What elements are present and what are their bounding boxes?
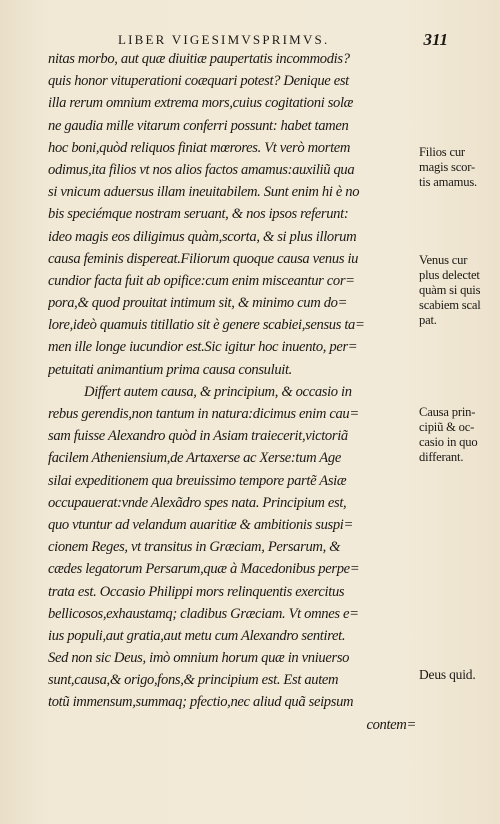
text-line: men ille longe iucundior est.Sic igitur hoc inuento, per=: [48, 339, 358, 356]
running-title: LIBER VIGESIMVSPRIMVS.: [118, 32, 330, 47]
text-line: ius populi,aut gratia,aut metu cum Alexandro sentiret.: [48, 627, 346, 644]
main-text-block: [48, 48, 418, 736]
text-line: illa rerum omnium extrema mors,cuius cogitationi solæ: [48, 95, 354, 112]
text-line: odimus,ita filios vt nos alios factos amamus:auxiliũ qua: [48, 161, 355, 178]
marginal-note-line: scabiem scal: [419, 298, 481, 312]
text-line: rebus gerendis,non tantum in natura:dicimus enim cau=: [48, 406, 359, 422]
marginal-note-line: Filios cur: [419, 145, 465, 159]
text-line: sam fuisse Alexandro quòd in Asiam traiecerit,victoriã: [48, 428, 348, 445]
text-line: cionem Reges, vt transitus in Græciam, Persarum, &: [48, 539, 341, 556]
marginal-note-line: quàm si quis: [419, 283, 481, 297]
text-line: hoc boni,quòd reliquos finiat mœrores. Vt verò mortem: [48, 139, 351, 156]
text-line: bellicosos,exhaustamq; cladibus Græciam. Vt omnes e=: [48, 605, 359, 622]
text-line: ne gaudia mille vitarum conferri possunt: habet tamen: [48, 117, 349, 134]
marginal-note-venus: [419, 253, 495, 328]
text-line: cædes legatorum Persarum,quæ à Macedonibus perpe=: [48, 561, 360, 578]
marginal-note-deus: [419, 667, 495, 682]
text-line: silai expeditionem qua breuissimo tempore partẽ Asiæ: [48, 472, 347, 489]
text-line: lore,ideò quamuis titillatio sit è genere scabiei,sensus ta=: [48, 317, 365, 334]
marginal-note-line: tis amamus.: [419, 175, 477, 189]
page-number: 311: [423, 30, 448, 49]
marginal-note-filios: [419, 145, 495, 190]
text-line: totũ immensum,summaq; pfectio,nec aliud quã seipsum: [48, 694, 354, 711]
text-line: quis honor vituperationi coæquari potest? Denique est: [48, 73, 349, 90]
marginal-note-line: plus delectet: [419, 268, 480, 282]
text-line: si vnicum aduersus illam ineuitabilem. Sunt enim hi è no: [48, 184, 360, 201]
text-line: petuitati animantium prima causa consuluit.: [48, 361, 292, 378]
text-line: sunt,causa,& origo,fons,& principium est. Est autem: [48, 672, 339, 689]
marginal-note-line: Venus cur: [419, 253, 468, 267]
text-line: ideo magis eos diligimus quàm,scorta, & si plus illorum: [48, 228, 357, 245]
marginal-note-line: pat.: [419, 313, 437, 327]
marginal-note-line: differant.: [419, 450, 464, 464]
text-line: cundior facta fuit ab opifice:cum enim misceantur cor=: [48, 272, 355, 289]
text-line: bis speciémque nostram seruant, & nos ipsos referunt:: [48, 206, 349, 223]
text-line: facilem Atheniensium,de Artaxerse ac Xerse:tum Age: [48, 450, 341, 467]
catchword: contem=: [366, 716, 416, 733]
marginal-note-causa: [419, 405, 495, 465]
paragraph-first-line: Differt autem causa, & principium, & occasio in: [84, 383, 352, 400]
text-line: causa feminis dispereat.Filiorum quoque causa venus iu: [48, 250, 359, 267]
text-line: nitas morbo, aut quæ diuitiæ paupertatis incommodis?: [48, 51, 350, 67]
marginal-note-line: cipiũ & oc-: [419, 420, 475, 434]
text-line: Sed non sic Deus, imò omnium horum quæ in vniuerso: [48, 650, 350, 667]
marginal-note-line: casio in quo: [419, 435, 478, 449]
text-line: pora,& quod prouitat intimum sit, & minimo cum do=: [48, 295, 348, 312]
marginal-note-line: magis scor-: [419, 160, 475, 174]
text-line: occupauerat:vnde Alexãdro spes nata. Principium est,: [48, 494, 347, 511]
marginal-note-line: Causa prin-: [419, 405, 476, 419]
text-line: trata est. Occasio Philippi mors relinquentis exercitus: [48, 583, 345, 600]
marginal-note-line: Deus quid.: [419, 667, 476, 682]
text-line: quo vtuntur ad velandum auaritiæ & ambitionis suspi=: [48, 516, 354, 533]
